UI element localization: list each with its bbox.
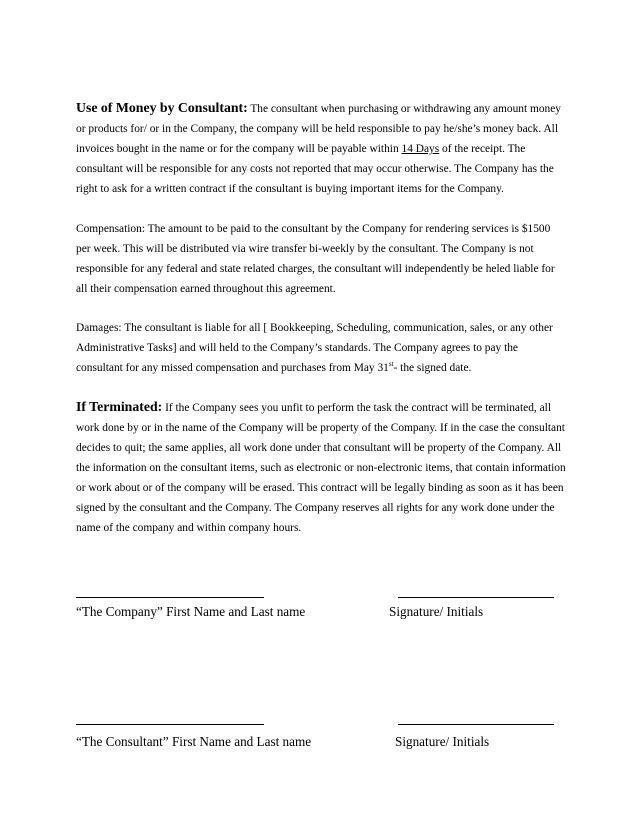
date-suffix: st [388,360,394,369]
compensation-paragraph: Compensation: The amount to be paid to the consultant by the Company for rendering services is $1500 per week. This will be distributed via wire transfer bi-weekly by the consultant. The Company is not responsible for any federal and state related charges, the consultant will independently be heled liable for all their compensation earned throughout this agreement. [76,223,555,295]
company-signature-label: Signature/ Initials [389,604,484,619]
use-of-money-text: The consultant when purchasing or withdrawing any amount money or products for/ or in the Company, the company will be held responsible to pay he/she’s money back. All invoices bought in the name or for the company will be payable within [76,103,561,155]
consultant-signature-label: Signature/ Initials [395,734,490,749]
terminated-heading: If Terminated: [76,399,163,414]
damages-text: Damages: The consultant is liable for all [ Bookkeeping, Scheduling, communication, sales, or any other Administrative Tasks] and will held to the Company’s standards. The Company agrees to pay the consultant for any missed compensation and purchases from May 31 [76,322,553,374]
terminated-text: If the Company sees you unfit to perform the task the contract will be terminated, all work done by or in the name of the Company will be property of the Company. If in the case the consultant decides to quit; the same applies, all work done under that consultant will be property of the Company. All the information on the consultant items, such as electronic or non-electronic items, that contain information or work about or of the company will be erased. This contract will be legally binding as soon as it has been signed by the consultant and the Company. The Company reserves all rights for any work done under the name of the company and within company hours. [76,402,566,534]
company-name-signature-line [76,597,264,598]
consultant-initials-signature-line [398,724,554,725]
damages-text-end: - the signed date. [393,362,472,374]
use-of-money-paragraph [76,98,566,199]
consultant-name-signature-line [76,724,264,725]
use-of-money-text-end: of the receipt. The consultant will be responsible for any costs not reported that may occur otherwise. The Company has the right to ask for a written contract if the consultant is buying important items for the Company. [76,143,554,195]
terminated-paragraph [76,397,566,538]
company-name-label: “The Company” First Name and Last name [76,604,306,619]
payment-days: 14 Days [401,143,440,155]
consultant-name-label: “The Consultant” First Name and Last name [76,734,312,749]
use-of-money-heading: Use of Money by Consultant: [76,100,248,115]
company-initials-signature-line [398,597,554,598]
damages-paragraph [76,318,566,378]
